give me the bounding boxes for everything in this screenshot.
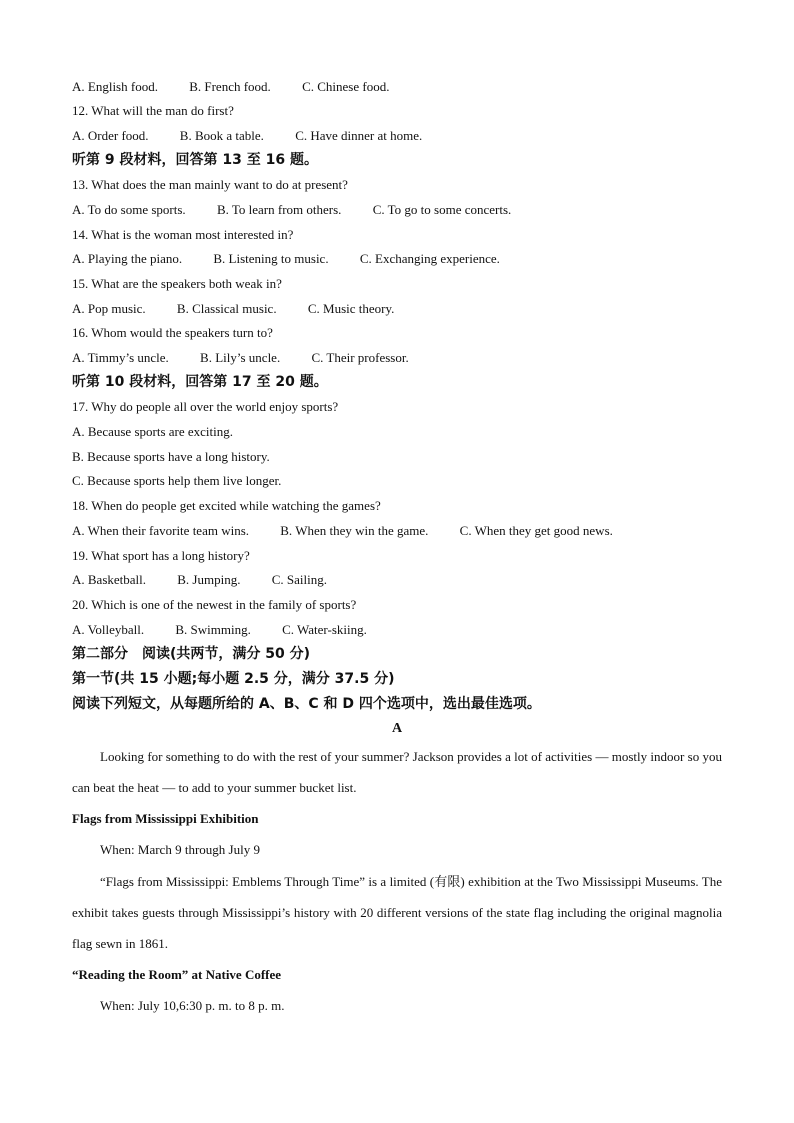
- q14-option-a: A. Playing the piano.: [72, 251, 183, 266]
- q18-option-a: A. When their favorite team wins.: [72, 523, 250, 538]
- q11-option-b: B. French food.: [189, 79, 271, 94]
- q15-option-a: A. Pop music.: [72, 301, 146, 316]
- q18-option-b: B. When they win the game.: [280, 523, 429, 538]
- q13-option-a: A. To do some sports.: [72, 202, 186, 217]
- q16-option-c: C. Their professor.: [311, 350, 409, 365]
- q18-option-c: C. When they get good news.: [459, 523, 613, 538]
- event-2-when: When: July 10,6:30 p. m. to 8 p. m.: [100, 998, 285, 1013]
- q20-option-c: C. Water-skiing.: [282, 622, 367, 637]
- q17-option-b: B. Because sports have a long history.: [72, 449, 270, 464]
- q11-option-a: A. English food.: [72, 79, 158, 94]
- q14-options: [72, 250, 500, 268]
- q20-option-b: B. Swimming.: [175, 622, 251, 637]
- section-9-heading: 听第 9 段材料，回答第 13 至 16 题。: [72, 152, 318, 168]
- q12-option-a: A. Order food.: [72, 128, 149, 143]
- q16-option-b: B. Lily’s uncle.: [200, 350, 281, 365]
- event-1-title: Flags from Mississippi Exhibition: [72, 811, 259, 826]
- section-1-heading: 第一节(共 15 小题;每小题 2.5 分，满分 37.5 分): [72, 671, 395, 687]
- q15-options: [72, 300, 394, 318]
- q14-stem: 14. What is the woman most interested in?: [72, 227, 294, 242]
- q19-stem: 19. What sport has a long history?: [72, 548, 250, 563]
- event-2-title: “Reading the Room” at Native Coffee: [72, 967, 282, 982]
- q13-options: [72, 201, 511, 219]
- q12-option-c: C. Have dinner at home.: [295, 128, 423, 143]
- event-1-when: When: March 9 through July 9: [100, 842, 260, 857]
- event-1-body: “Flags from Mississippi: Emblems Through Time” is a limited (有限) exhibition at the Two Mississippi Museums. The exhibit takes guests through Mississippi’s history with 20 different versions of the state flag including the original magnolia flag sewn in 1861.: [72, 874, 722, 951]
- part-2-heading: 第二部分 阅读(共两节，满分 50 分): [72, 646, 311, 662]
- reading-instruction: 阅读下列短文，从每题所给的 A、B、C 和 D 四个选项中，选出最佳选项。: [72, 696, 541, 712]
- q12-stem: 12. What will the man do first?: [72, 103, 234, 118]
- q19-option-b: B. Jumping.: [177, 572, 241, 587]
- q14-option-c: C. Exchanging experience.: [359, 251, 500, 266]
- passage-intro-text: Looking for something to do with the rest of your summer? Jackson provides a lot of activities — mostly indoor so you can beat the heat — to add to your summer bucket list.: [72, 749, 722, 795]
- q16-options: [72, 349, 409, 367]
- q19-option-a: A. Basketball.: [72, 572, 147, 587]
- passage-letter: A: [391, 721, 403, 736]
- q17-option-a: A. Because sports are exciting.: [72, 424, 234, 439]
- q14-option-b: B. Listening to music.: [213, 251, 329, 266]
- q15-option-c: C. Music theory.: [307, 301, 395, 316]
- section-10-heading: 听第 10 段材料，回答第 17 至 20 题。: [72, 374, 328, 390]
- q20-stem: 20. Which is one of the newest in the family of sports?: [72, 597, 357, 612]
- q15-option-b: B. Classical music.: [176, 301, 277, 316]
- q16-stem: 16. Whom would the speakers turn to?: [72, 325, 273, 340]
- q12-option-b: B. Book a table.: [179, 128, 264, 143]
- q15-stem: 15. What are the speakers both weak in?: [72, 276, 282, 291]
- q18-stem: 18. When do people get excited while watching the games?: [72, 498, 381, 513]
- q12-options: [72, 127, 422, 145]
- q16-option-a: A. Timmy’s uncle.: [72, 350, 169, 365]
- q13-option-b: B. To learn from others.: [216, 202, 342, 217]
- q11-option-c: C. Chinese food.: [302, 79, 390, 94]
- q18-options: [72, 522, 613, 540]
- q13-option-c: C. To go to some concerts.: [372, 202, 512, 217]
- q20-option-a: A. Volleyball.: [72, 622, 145, 637]
- q13-stem: 13. What does the man mainly want to do at present?: [72, 177, 348, 192]
- q17-stem: 17. Why do people all over the world enjoy sports?: [72, 399, 339, 414]
- passage-intro: [72, 741, 722, 803]
- q17-option-c: C. Because sports help them live longer.: [72, 473, 282, 488]
- q19-options: [72, 571, 327, 589]
- q20-options: [72, 621, 367, 639]
- q11-options: [72, 78, 389, 96]
- q19-option-c: C. Sailing.: [271, 572, 327, 587]
- event-1-description: [72, 866, 722, 959]
